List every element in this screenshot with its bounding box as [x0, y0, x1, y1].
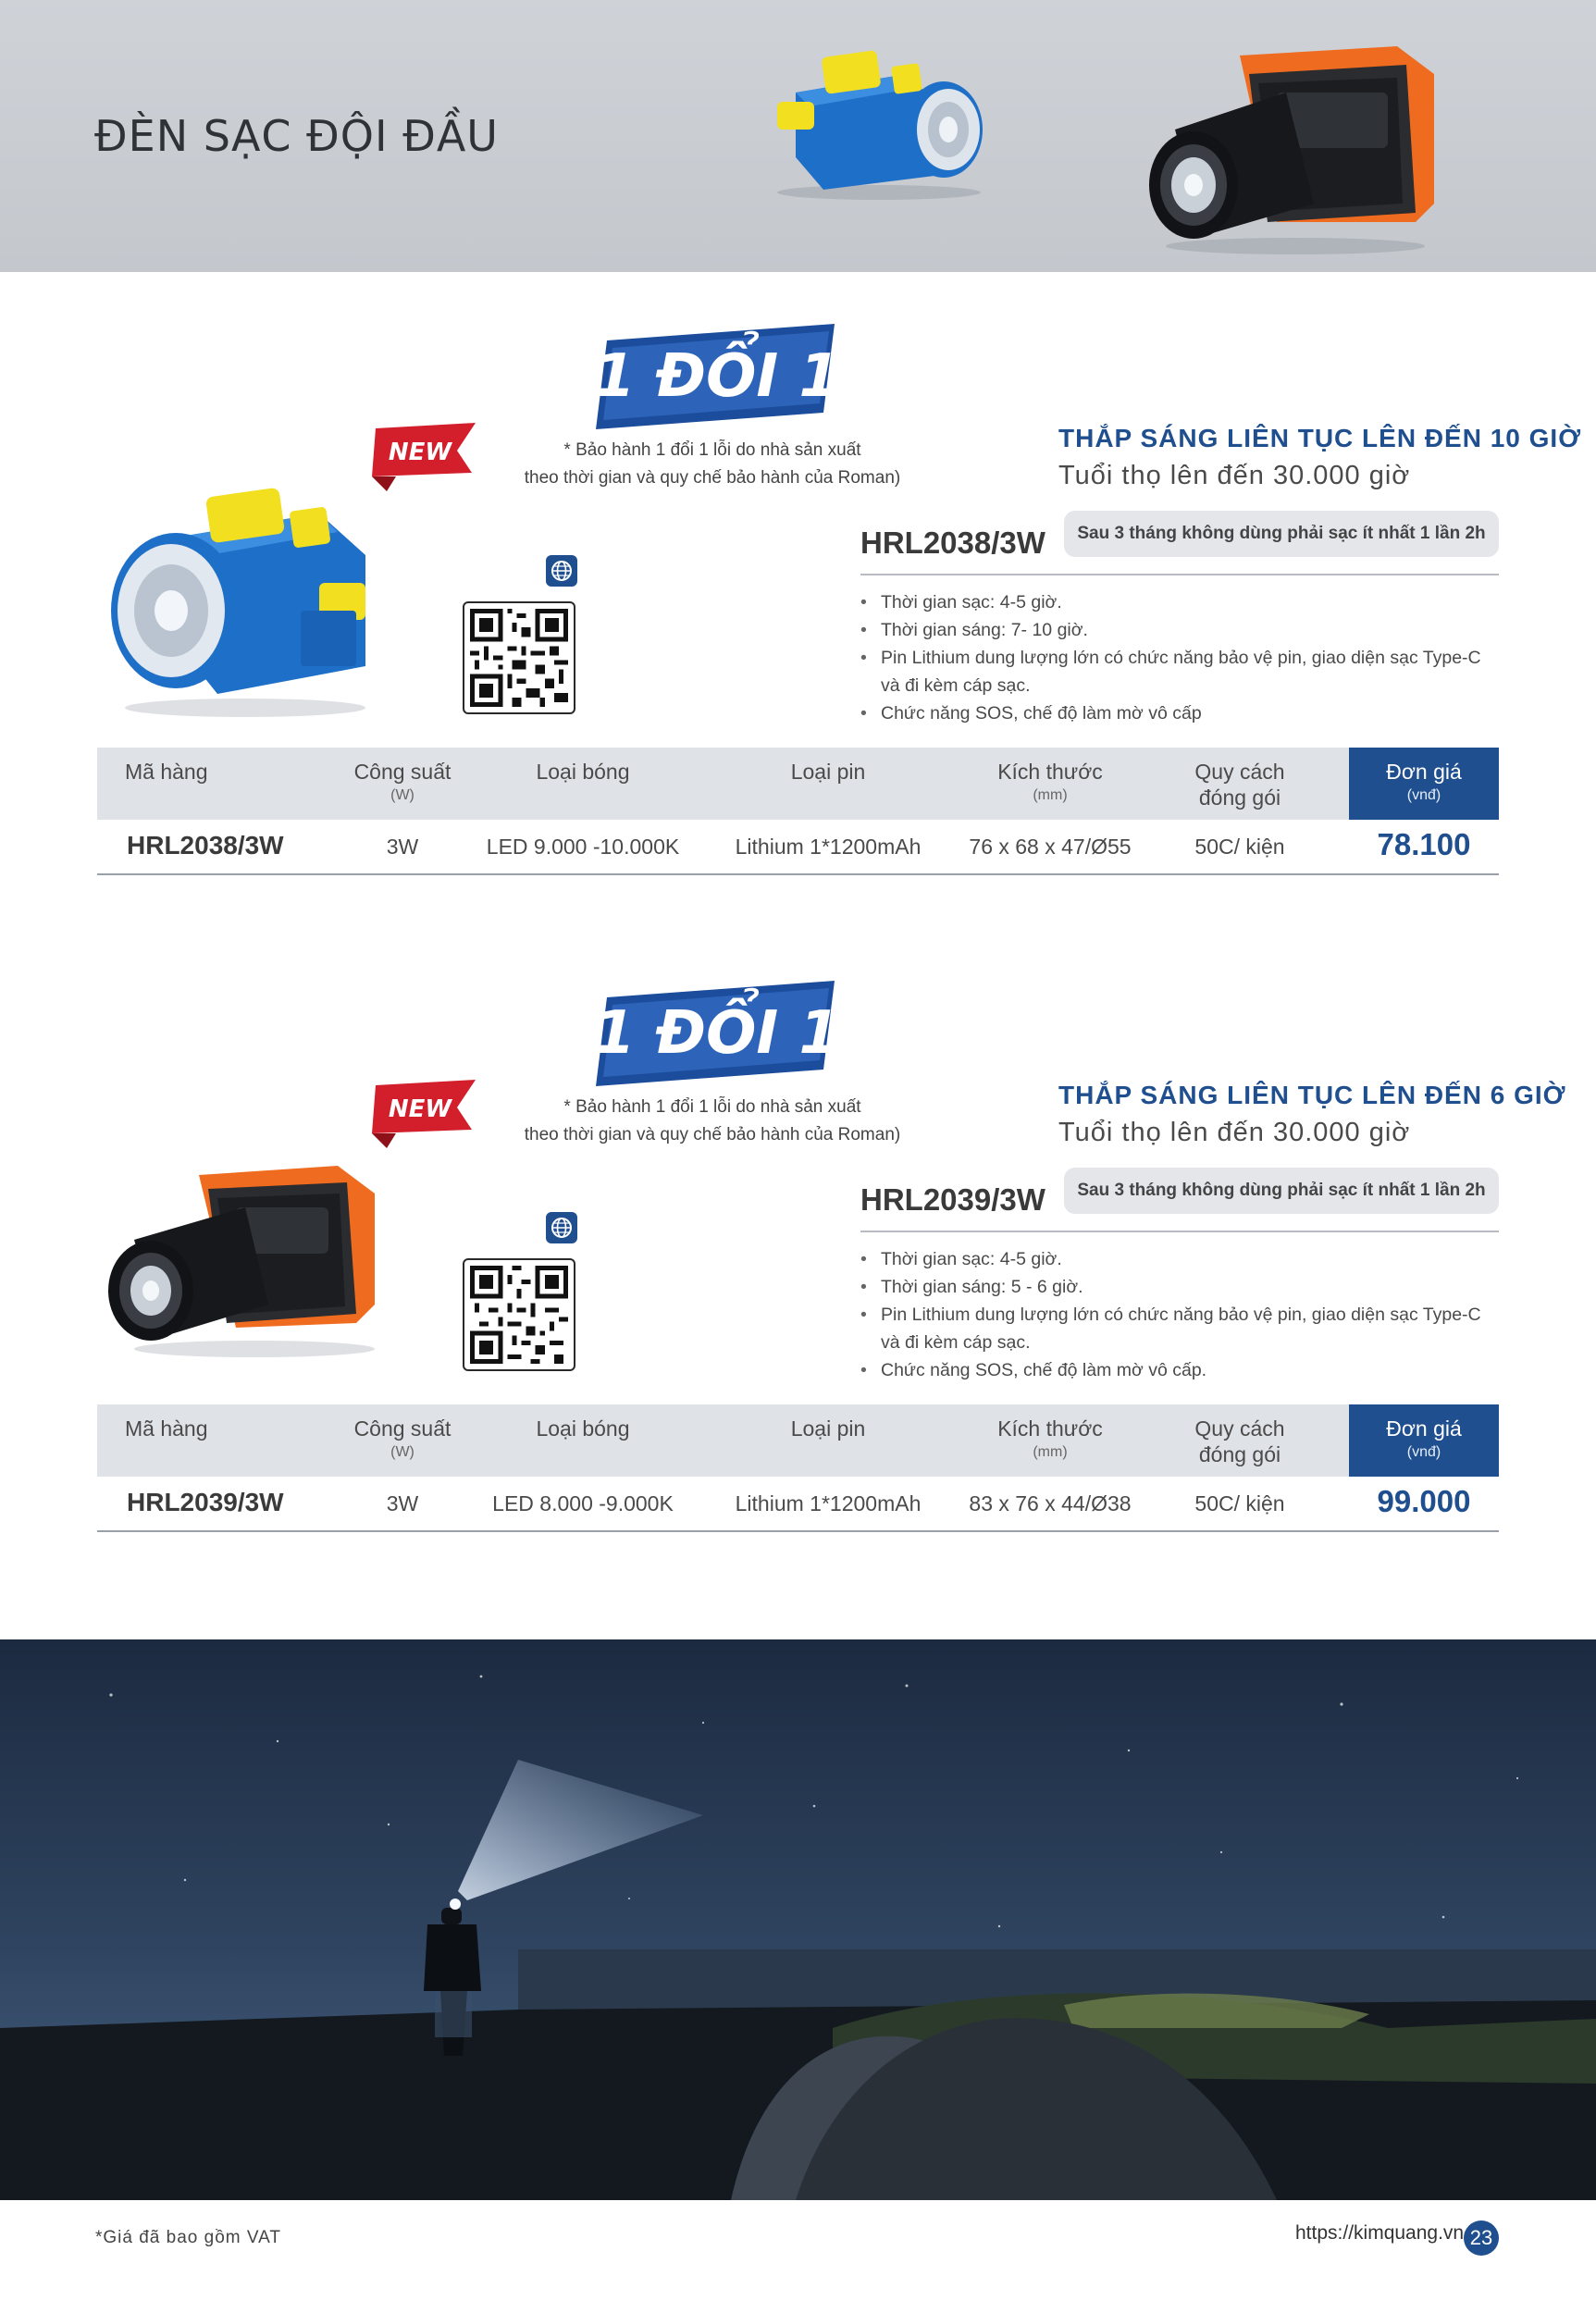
new-badge: [368, 421, 477, 493]
svg-text:1 ĐỔI 1: 1 ĐỔI 1: [594, 342, 840, 411]
col-power-unit: (W): [390, 1444, 414, 1460]
cell-price: 78.100: [1377, 827, 1471, 861]
warranty-line-1: * Bảo hành 1 đổi 1 lỗi do nhà sản xuất: [563, 1097, 861, 1117]
black-headlamp-image: [1138, 37, 1453, 259]
divider: [860, 574, 1499, 575]
cell-power: 3W: [386, 835, 419, 859]
col-price-label: Đơn giá: [1386, 1416, 1462, 1441]
cell-size: 76 x 68 x 47/Ø55: [969, 835, 1132, 859]
feature-list: [860, 588, 1490, 727]
cell-bulb: LED 8.000 -9.000K: [492, 1491, 674, 1515]
col-pack: [1180, 759, 1300, 810]
cell-code: HRL2038/3W: [127, 831, 284, 860]
svg-text:NEW: NEW: [388, 439, 452, 466]
feature-list: [860, 1245, 1490, 1384]
col-price-unit: (vnđ): [1406, 1444, 1441, 1460]
warranty-line-2: theo thời gian và quy chế bảo hành của Roman): [524, 468, 901, 488]
table-row: [97, 1477, 1499, 1532]
new-badge: [368, 1078, 477, 1150]
qr-code-icon: [470, 1266, 568, 1364]
feature-item: • Thời gian sạc: 4-5 giờ.: [860, 1245, 1490, 1273]
col-price-label: Đơn giá: [1386, 760, 1462, 784]
cell-pack: 50C/ kiện: [1194, 1491, 1285, 1515]
col-size-label: Kích thước: [997, 760, 1103, 784]
feature-item: • Thời gian sạc: 4-5 giờ.: [860, 588, 1490, 616]
page-title: ĐÈN SẠC ĐỘI ĐẦU: [94, 111, 499, 161]
product-section-2: [0, 944, 1596, 1536]
one-for-one-warranty-badge: [592, 960, 840, 1090]
col-battery: Loại pin: [790, 760, 866, 784]
svg-text:NEW: NEW: [388, 1095, 452, 1123]
headline: THẮP SÁNG LIÊN TỤC LÊN ĐẾN 6 GIỜ: [1058, 1081, 1566, 1109]
feature-item: • Chức năng SOS, chế độ làm mờ vô cấp.: [860, 1356, 1490, 1384]
globe-icon[interactable]: [546, 555, 577, 587]
cell-battery: Lithium 1*1200mAh: [735, 1491, 922, 1515]
blue-headlamp-image: [759, 37, 999, 204]
col-code: Mã hàng: [125, 760, 208, 784]
spec-table: [97, 1404, 1499, 1532]
qr-code-icon: [470, 609, 568, 707]
col-bulb: Loại bóng: [536, 760, 630, 784]
col-power: [333, 1416, 472, 1464]
col-price: [1349, 748, 1499, 820]
charging-note: Sau 3 tháng không dùng phải sạc ít nhất 1 lần 2h: [1064, 1168, 1499, 1214]
col-power-label: Công suất: [353, 760, 452, 784]
charging-note: Sau 3 tháng không dùng phải sạc ít nhất 1 lần 2h: [1064, 511, 1499, 557]
globe-icon[interactable]: [546, 1212, 577, 1243]
warranty-note: [518, 437, 907, 492]
col-pack-line-2: đóng gói: [1198, 785, 1281, 810]
col-size: [948, 1416, 1152, 1464]
header-banner: [0, 0, 1596, 272]
col-power-unit: (W): [390, 787, 414, 803]
cell-power: 3W: [386, 1491, 419, 1515]
qr-code-hrl2038[interactable]: [463, 601, 575, 714]
col-price: [1349, 1404, 1499, 1477]
col-pack-line-1: Quy cách: [1194, 1416, 1285, 1441]
footer-vat-note: *Giá đã bao gồm VAT: [95, 2228, 282, 2247]
col-size-unit: (mm): [1033, 787, 1068, 803]
model-number: HRL2038/3W: [860, 526, 1045, 560]
table-header: [97, 1404, 1499, 1477]
qr-code-hrl2039[interactable]: [463, 1258, 575, 1371]
table-header: [97, 748, 1499, 820]
feature-item: • Chức năng SOS, chế độ làm mờ vô cấp: [860, 699, 1490, 727]
spec-table: [97, 748, 1499, 875]
cell-pack: 50C/ kiện: [1194, 835, 1285, 859]
col-code: Mã hàng: [125, 1416, 208, 1441]
product-section-1: [0, 287, 1596, 879]
col-size-label: Kích thước: [997, 1416, 1103, 1441]
col-size-unit: (mm): [1033, 1444, 1068, 1460]
feature-item: • Pin Lithium dung lượng lớn có chức năng bảo vệ pin, giao diện sạc Type-C và đi kèm cáp sạc.: [860, 644, 1490, 699]
product-image-hrl2039: [97, 1156, 393, 1360]
night-camping-photo: [0, 1639, 1596, 2200]
one-for-one-warranty-badge: [592, 303, 840, 433]
cell-bulb: LED 9.000 -10.000K: [486, 835, 680, 859]
feature-item: • Pin Lithium dung lượng lớn có chức năng bảo vệ pin, giao diện sạc Type-C và đi kèm cáp sạc.: [860, 1301, 1490, 1356]
cell-code: HRL2039/3W: [127, 1488, 284, 1516]
cell-battery: Lithium 1*1200mAh: [735, 835, 922, 859]
cell-price: 99.000: [1377, 1484, 1471, 1518]
page-number: 23: [1464, 2220, 1499, 2256]
col-battery: Loại pin: [790, 1416, 866, 1441]
warranty-note: [518, 1094, 907, 1149]
col-bulb: Loại bóng: [536, 1416, 630, 1441]
night-scene-illustration: [0, 1639, 1596, 2200]
col-pack-line-1: Quy cách: [1194, 760, 1285, 784]
col-power: [333, 759, 472, 807]
col-size: [948, 759, 1152, 807]
cell-size: 83 x 76 x 44/Ø38: [969, 1491, 1132, 1515]
col-price-unit: (vnđ): [1406, 787, 1441, 803]
col-pack: [1180, 1416, 1300, 1467]
feature-item: • Thời gian sáng: 7- 10 giờ.: [860, 616, 1490, 644]
footer-website-link[interactable]: https://kimquang.vn: [1295, 2222, 1465, 2244]
headline: THẮP SÁNG LIÊN TỤC LÊN ĐẾN 10 GIỜ: [1058, 424, 1582, 452]
product-image-hrl2038: [97, 472, 384, 722]
col-power-label: Công suất: [353, 1416, 452, 1441]
warranty-line-2: theo thời gian và quy chế bảo hành của Roman): [524, 1125, 901, 1144]
warranty-line-1: * Bảo hành 1 đổi 1 lỗi do nhà sản xuất: [563, 440, 861, 460]
table-row: [97, 820, 1499, 875]
divider: [860, 1231, 1499, 1232]
feature-item: • Thời gian sáng: 5 - 6 giờ.: [860, 1273, 1490, 1301]
subline: Tuổi thọ lên đến 30.000 giờ: [1058, 461, 1411, 490]
svg-text:1 ĐỔI 1: 1 ĐỔI 1: [594, 999, 840, 1068]
model-number: HRL2039/3W: [860, 1182, 1045, 1217]
col-pack-line-2: đóng gói: [1198, 1442, 1281, 1466]
subline: Tuổi thọ lên đến 30.000 giờ: [1058, 1118, 1411, 1147]
